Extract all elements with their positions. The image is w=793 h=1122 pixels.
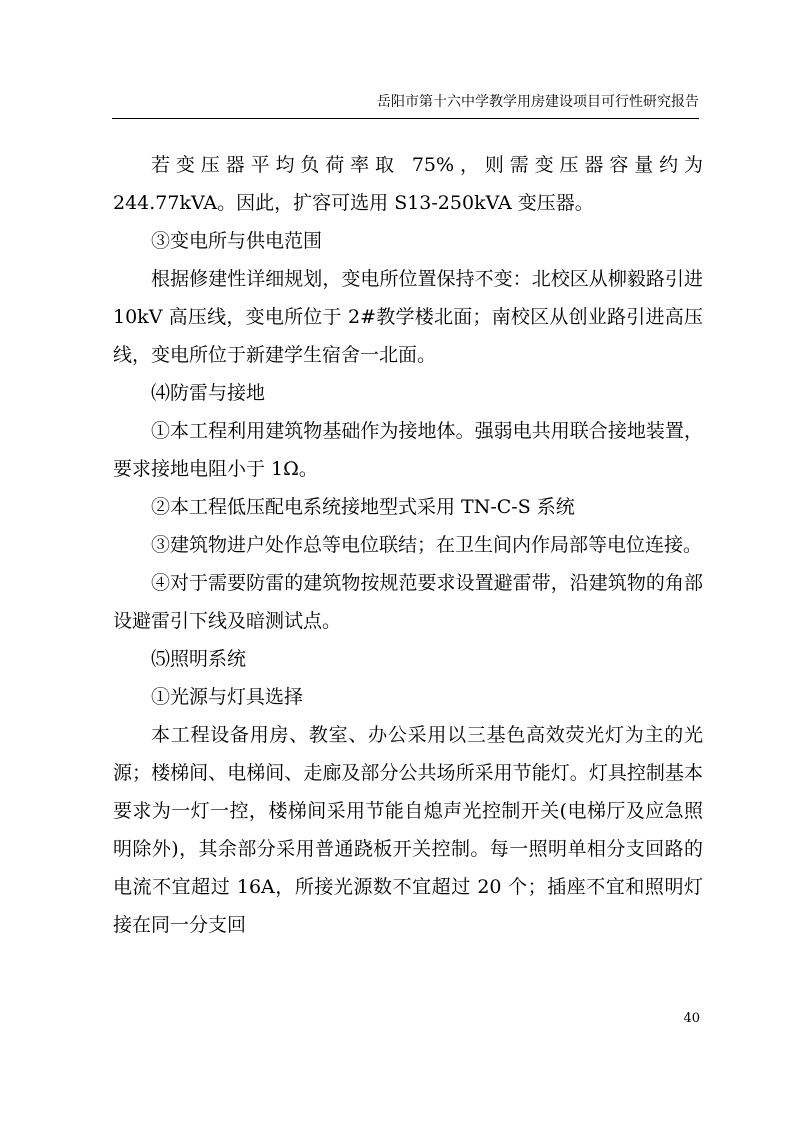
- paragraph-substation-location: 根据修建性详细规划，变电所位置保持不变：北校区从柳毅路引进10kV 高压线，变电所位于 2#教学楼北面；南校区从创业路引进高压线，变电所位于新建学生宿舍一北面。: [113, 268, 703, 366]
- page-header: [112, 92, 699, 119]
- heading-lighting-system: ⑸照明系统: [151, 648, 247, 670]
- paragraph-equipotential-bonding: ③建筑物进户处作总等电位联结；在卫生间内作局部等电位连接。: [151, 534, 703, 556]
- paragraph-lightning-belt: ④对于需要防雷的建筑物按规范要求设置避雷带，沿建筑物的角部设避雷引下线及暗测试点。: [113, 572, 703, 632]
- paragraph-lighting-details: 本工程设备用房、教室、办公采用以三基色高效荧光灯为主的光源；楼梯间、电梯间、走廊及部分公共场所采用节能灯。灯具控制基本要求为一灯一控，楼梯间采用节能自熄声光控制开关(电梯厅及应急照明除外)，其余部分采用普通跷板开关控制。每一照明单相分支回路的电流不宜超过 16A，所接光源数不宜超过 20 个；插座不宜和照明灯接在同一分支回: [113, 724, 703, 936]
- heading-lightning-grounding: ⑷防雷与接地: [151, 382, 266, 404]
- header-title: 岳阳市第十六中学教学用房建设项目可行性研究报告: [377, 94, 699, 110]
- paragraph-grounding-body: ①本工程利用建筑物基础作为接地体。强弱电共用联合接地装置，要求接地电阻小于 1Ω。: [113, 420, 703, 480]
- heading-substation-supply-range: ③变电所与供电范围: [151, 230, 323, 252]
- heading-light-source-selection: ①光源与灯具选择: [151, 686, 304, 708]
- paragraph-tn-c-s-system: ②本工程低压配电系统接地型式采用 TN-C-S 系统: [151, 496, 575, 518]
- document-body: [113, 146, 703, 944]
- paragraph-transformer-capacity: 若变压器平均负荷率取 75%，则需变压器容量约为 244.77kVA。因此，扩容可选用 S13-250kVA 变压器。: [113, 154, 703, 214]
- page-number: 40: [683, 1011, 700, 1026]
